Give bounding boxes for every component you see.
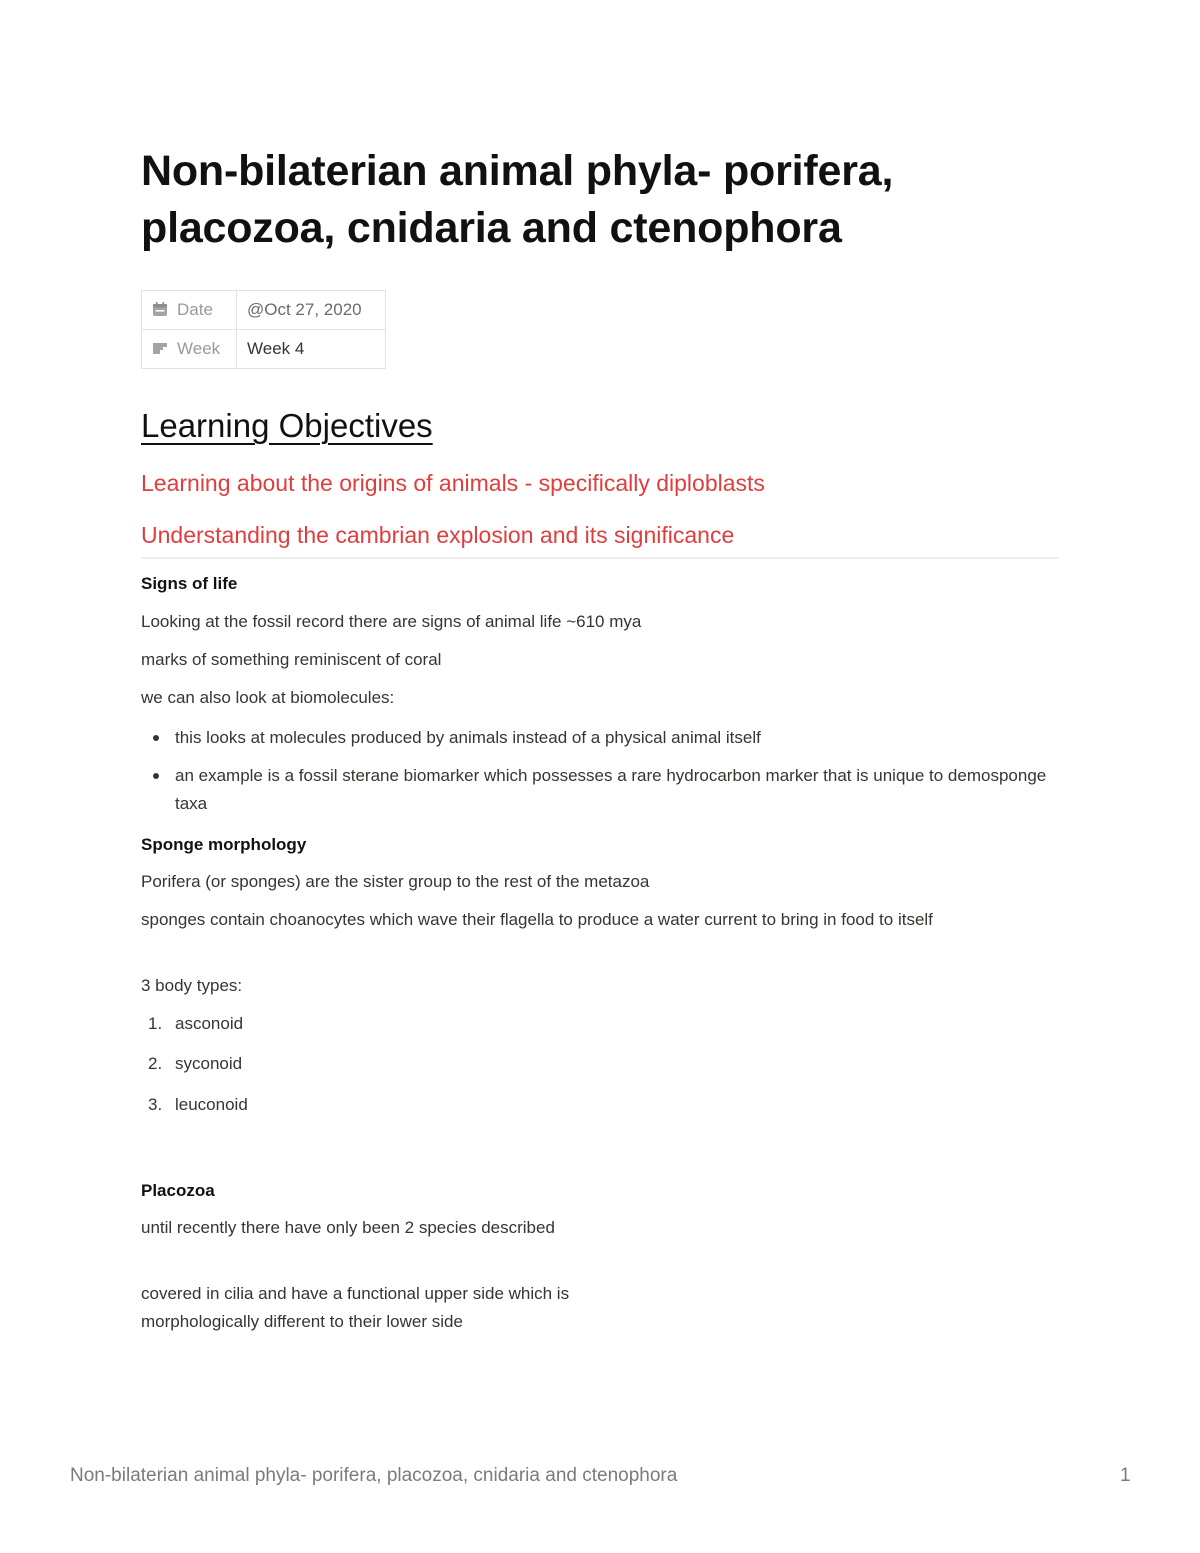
placozoa-heading: Placozoa xyxy=(141,1181,215,1200)
property-key-label: Week xyxy=(177,339,221,358)
bullet-icon xyxy=(153,773,159,779)
objective-origins: Learning about the origins of animals - specifically diploblasts xyxy=(141,470,765,496)
page-number: 1 xyxy=(1120,1465,1131,1486)
footer-title: Non-bilaterian animal phyla- porifera, placozoa, cnidaria and ctenophora xyxy=(70,1465,678,1486)
objective-cambrian: Understanding the cambrian explosion and its significance xyxy=(141,522,735,548)
signs-of-life-heading: Signs of life xyxy=(141,574,238,593)
week-value[interactable]: Week 4 xyxy=(237,330,386,369)
paragraph: until recently there have only been 2 species described xyxy=(141,1218,555,1237)
date-value[interactable]: @Oct 27, 2020 xyxy=(237,291,386,330)
property-key-week xyxy=(142,330,237,369)
bullet-item: this looks at molecules produced by animals instead of a physical animal itself xyxy=(175,728,761,747)
list-number: 1. xyxy=(148,1014,163,1033)
paragraph: marks of something reminiscent of coral xyxy=(141,650,442,669)
numbered-item: syconoid xyxy=(175,1054,243,1073)
paragraph: covered in cilia and have a functional upper side which is morphologically different to their lower side xyxy=(141,1284,570,1331)
paragraph: 3 body types: xyxy=(141,976,243,995)
bullet-icon xyxy=(153,735,159,741)
property-key-date xyxy=(142,291,237,330)
paragraph: Porifera (or sponges) are the sister group to the rest of the metazoa xyxy=(141,872,650,891)
property-key-label: Date xyxy=(177,300,213,319)
list-number: 2. xyxy=(148,1054,163,1073)
sponge-morphology-heading: Sponge morphology xyxy=(141,835,307,854)
page-title: Non-bilaterian animal phyla- porifera, placozoa, cnidaria and ctenophora xyxy=(141,147,894,252)
numbered-item: asconoid xyxy=(175,1014,244,1033)
list-number: 3. xyxy=(148,1095,163,1114)
text-property-icon xyxy=(152,340,168,356)
property-row-date xyxy=(142,291,386,330)
paragraph: sponges contain choanocytes which wave their flagella to produce a water current to bring in food to itself xyxy=(141,910,933,929)
paragraph: we can also look at biomolecules: xyxy=(141,688,395,707)
calendar-icon xyxy=(152,301,168,317)
numbered-item: leuconoid xyxy=(175,1095,248,1114)
properties-table xyxy=(141,290,386,369)
paragraph: Looking at the fossil record there are signs of animal life ~610 mya xyxy=(141,612,642,631)
divider xyxy=(141,557,1059,559)
property-row-week xyxy=(142,330,386,369)
learning-objectives-heading: Learning Objectives xyxy=(141,407,433,444)
bullet-item: an example is a fossil sterane biomarker which possesses a rare hydrocarbon marker that is unique to demosponge taxa xyxy=(175,766,1047,813)
